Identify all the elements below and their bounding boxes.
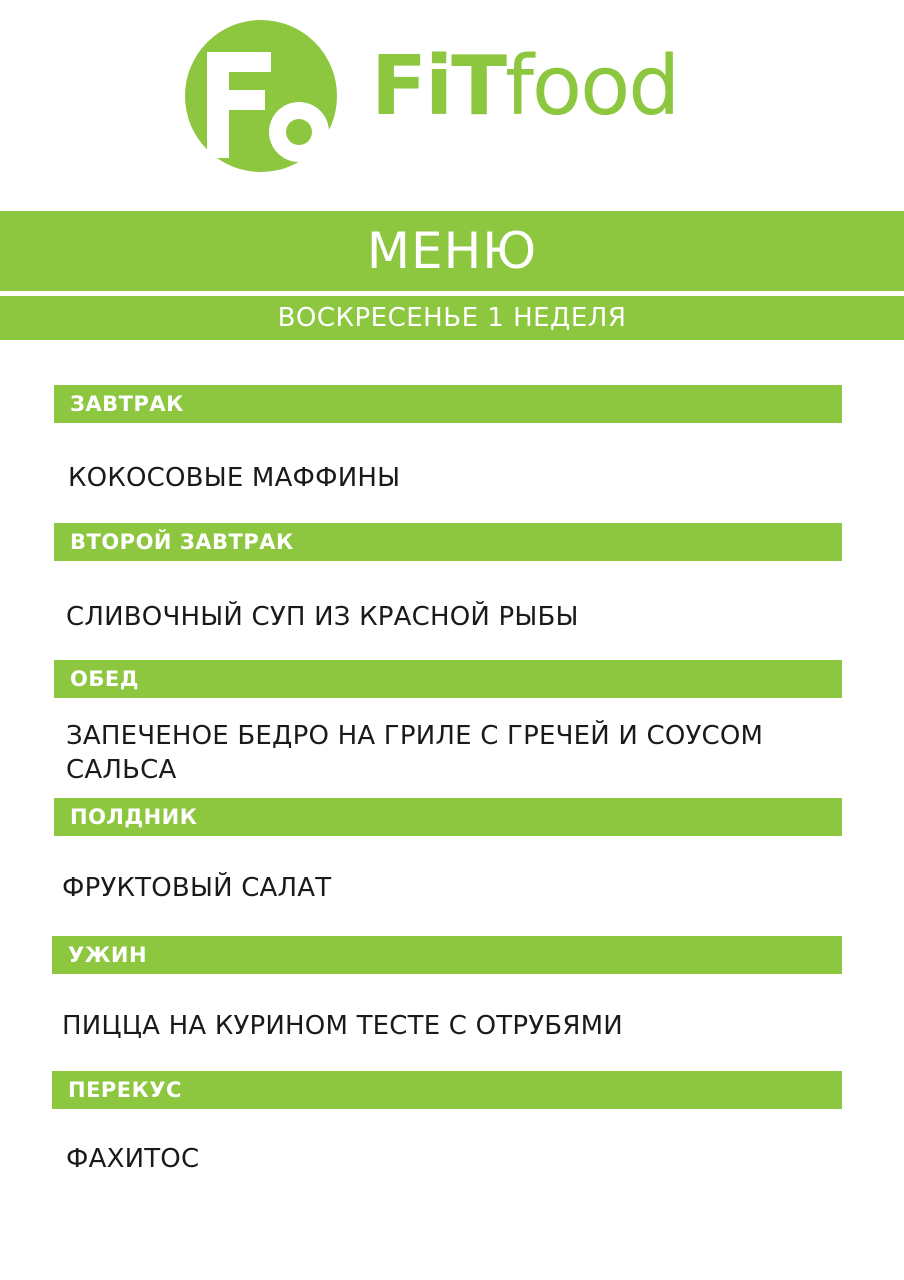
meal-label: ВТОРОЙ ЗАВТРАК bbox=[70, 530, 294, 554]
meal-dish-lunch: ЗАПЕЧЕНОЕ БЕДРО НА ГРИЛЕ С ГРЕЧЕЙ И СОУСОМ САЛЬСА bbox=[66, 721, 764, 785]
menu-title: МЕНЮ bbox=[366, 222, 538, 280]
day-title-band bbox=[0, 296, 904, 340]
meal-header-dinner bbox=[52, 936, 842, 974]
meal-dish-afternoon-snack: ФРУКТОВЫЙ САЛАТ bbox=[62, 873, 332, 903]
meal-dish-snack: ФАХИТОС bbox=[66, 1144, 200, 1174]
meal-dish-second-breakfast: СЛИВОЧНЫЙ СУП ИЗ КРАСНОЙ РЫБЫ bbox=[66, 602, 579, 632]
meal-header-afternoon-snack bbox=[54, 798, 842, 836]
menu-title-band bbox=[0, 211, 904, 291]
meal-header-breakfast bbox=[54, 385, 842, 423]
meal-label: ОБЕД bbox=[70, 667, 139, 691]
meal-header-lunch bbox=[54, 660, 842, 698]
meal-dish-dinner: ПИЦЦА НА КУРИНОМ ТЕСТЕ С ОТРУБЯМИ bbox=[62, 1011, 623, 1041]
fitfood-logo-mark-icon bbox=[185, 20, 337, 172]
meal-label: ПОЛДНИК bbox=[70, 805, 198, 829]
fitfood-wordmark bbox=[371, 39, 679, 134]
meal-header-snack bbox=[52, 1071, 842, 1109]
meal-label: ЗАВТРАК bbox=[70, 392, 184, 416]
day-title: ВОСКРЕСЕНЬЕ 1 НЕДЕЛЯ bbox=[277, 303, 627, 333]
fitfood-logo bbox=[185, 20, 685, 180]
brand-word-light: food bbox=[505, 39, 679, 134]
meal-dish-breakfast: КОКОСОВЫЕ МАФФИНЫ bbox=[68, 463, 401, 493]
meal-label: УЖИН bbox=[68, 943, 148, 967]
brand-word-bold: FiT bbox=[371, 39, 506, 134]
meal-header-second-breakfast bbox=[54, 523, 842, 561]
meal-label: ПЕРЕКУС bbox=[68, 1078, 182, 1102]
